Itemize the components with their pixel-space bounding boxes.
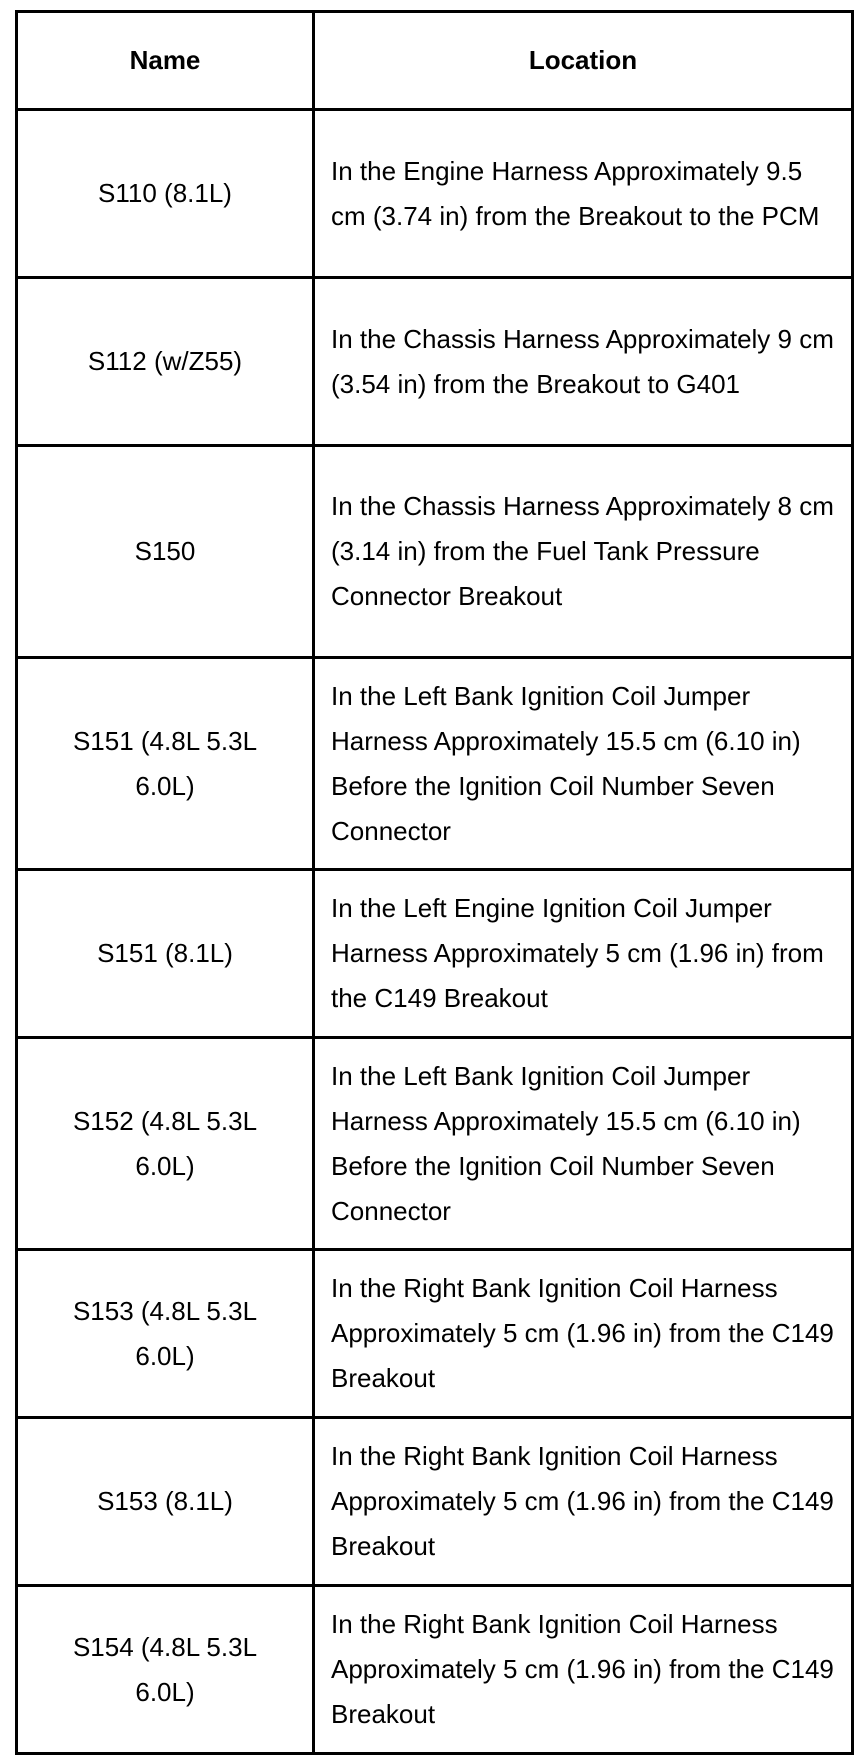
table-row — [17, 658, 853, 870]
splice-name-cell: S151 (4.8L 5.3L 6.0L) — [17, 658, 314, 870]
table-row — [17, 1418, 853, 1586]
header-name: Name — [17, 12, 314, 110]
splice-name-cell: S151 (8.1L) — [17, 870, 314, 1038]
splice-location-cell: In the Right Bank Ignition Coil Harness Approximately 5 cm (1.96 in) from the C149 Breakout — [314, 1586, 853, 1754]
header-location: Location — [314, 12, 853, 110]
splice-location-table — [15, 10, 854, 1755]
splice-name-cell: S152 (4.8L 5.3L 6.0L) — [17, 1038, 314, 1250]
splice-name-cell: S153 (4.8L 5.3L 6.0L) — [17, 1250, 314, 1418]
splice-location-cell: In the Left Bank Ignition Coil Jumper Harness Approximately 15.5 cm (6.10 in) Before the Ignition Coil Number Seven Connector — [314, 658, 853, 870]
table-row — [17, 278, 853, 446]
splice-location-cell: In the Right Bank Ignition Coil Harness Approximately 5 cm (1.96 in) from the C149 Breakout — [314, 1250, 853, 1418]
splice-location-cell: In the Chassis Harness Approximately 8 cm (3.14 in) from the Fuel Tank Pressure Connector Breakout — [314, 446, 853, 658]
splice-location-cell: In the Left Bank Ignition Coil Jumper Harness Approximately 15.5 cm (6.10 in) Before the Ignition Coil Number Seven Connector — [314, 1038, 853, 1250]
splice-location-cell: In the Right Bank Ignition Coil Harness Approximately 5 cm (1.96 in) from the C149 Breakout — [314, 1418, 853, 1586]
table-row — [17, 870, 853, 1038]
splice-name-cell: S110 (8.1L) — [17, 110, 314, 278]
splice-name-cell: S153 (8.1L) — [17, 1418, 314, 1586]
table-row — [17, 1250, 853, 1418]
table-row — [17, 1038, 853, 1250]
table-row — [17, 110, 853, 278]
header-row — [17, 12, 853, 110]
splice-name-cell: S112 (w/Z55) — [17, 278, 314, 446]
table-body — [17, 110, 853, 1754]
table-row — [17, 446, 853, 658]
splice-name-cell: S150 — [17, 446, 314, 658]
splice-location-cell: In the Engine Harness Approximately 9.5 cm (3.74 in) from the Breakout to the PCM — [314, 110, 853, 278]
table-row — [17, 1586, 853, 1754]
splice-location-cell: In the Left Engine Ignition Coil Jumper Harness Approximately 5 cm (1.96 in) from the C149 Breakout — [314, 870, 853, 1038]
splice-name-cell: S154 (4.8L 5.3L 6.0L) — [17, 1586, 314, 1754]
splice-location-cell: In the Chassis Harness Approximately 9 cm (3.54 in) from the Breakout to G401 — [314, 278, 853, 446]
